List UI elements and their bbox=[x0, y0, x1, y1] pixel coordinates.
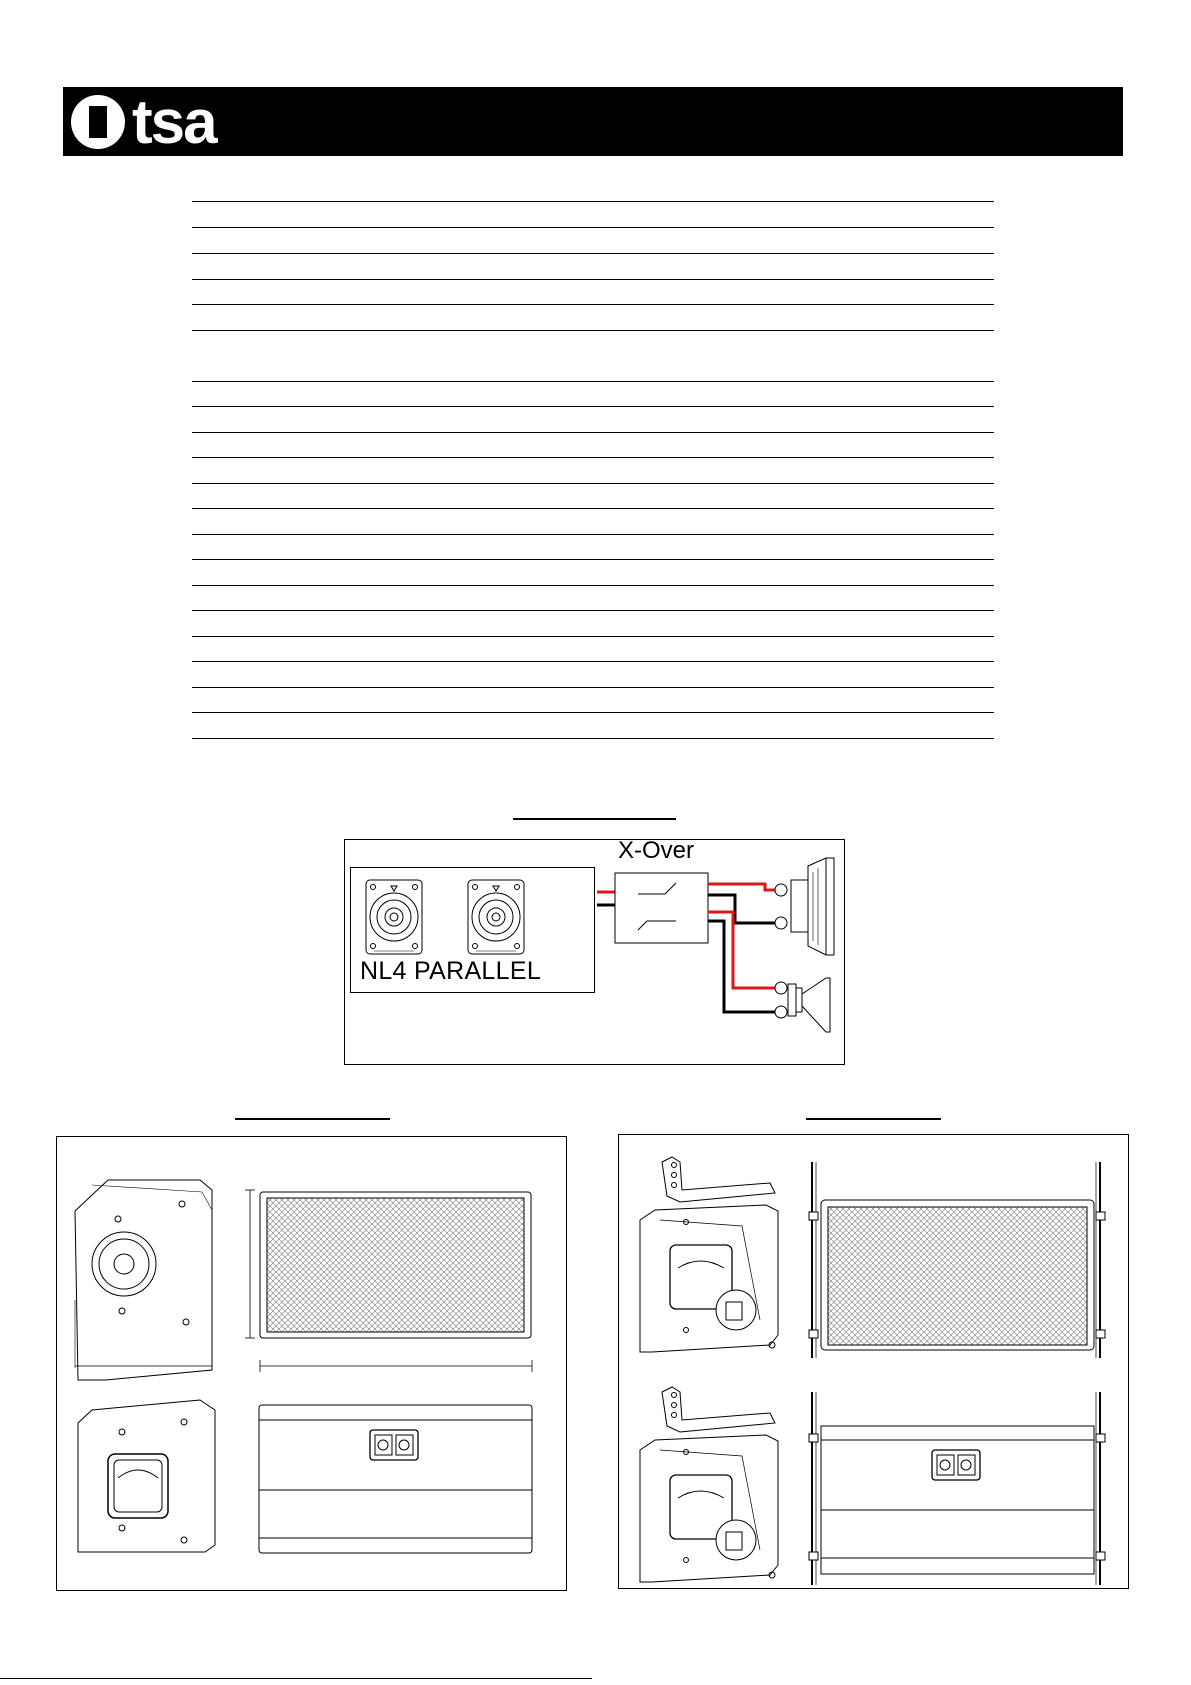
rigged-side-view-bottom bbox=[640, 1387, 778, 1582]
connector-label: NL4 PARALLEL bbox=[360, 957, 542, 985]
footer-rule bbox=[0, 1678, 592, 1679]
rigged-side-view-top bbox=[640, 1157, 778, 1352]
rigged-rear-view-bottom bbox=[809, 1392, 1105, 1585]
rigged-front-view-top bbox=[809, 1162, 1105, 1358]
logo-wordmark: tsa bbox=[132, 88, 216, 157]
crossover-label: X-Over bbox=[618, 837, 695, 864]
